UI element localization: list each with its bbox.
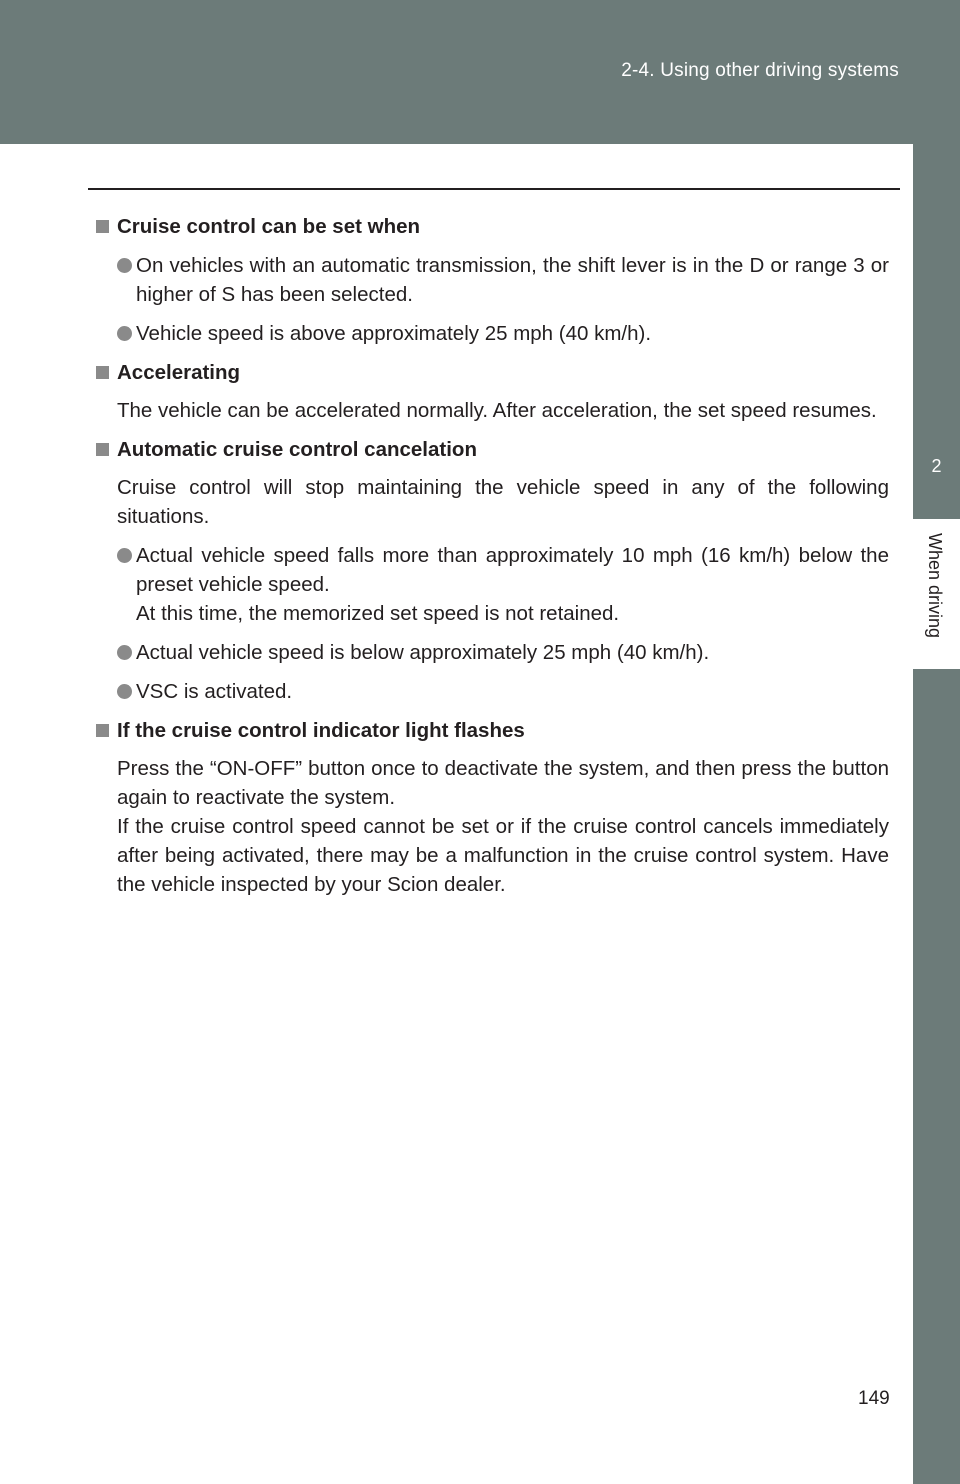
square-bullet-icon	[96, 443, 109, 456]
list-item: On vehicles with an automatic transmission, the shift lever is in the D or range 3 or higher of S has been selected.	[117, 251, 889, 309]
list-item: VSC is activated.	[117, 677, 889, 706]
chapter-label: When driving	[925, 533, 945, 639]
circle-bullet-icon	[117, 684, 132, 699]
chapter-number: 2	[931, 455, 942, 476]
section-heading: Automatic cruise control cancelation	[96, 435, 889, 464]
list-item: Actual vehicle speed is below approximately 25 mph (40 km/h).	[117, 638, 889, 667]
square-bullet-icon	[96, 366, 109, 379]
page-number: 149	[858, 1388, 890, 1409]
square-bullet-icon	[96, 724, 109, 737]
circle-bullet-icon	[117, 258, 132, 273]
chapter-tab-label	[913, 519, 960, 669]
list-item: Vehicle speed is above approximately 25 mph (40 km/h).	[117, 319, 889, 348]
section-title: 2-4. Using other driving systems	[621, 60, 899, 81]
paragraph: Press the “ON-OFF” button once to deactivate the system, and then press the button again to reactivate the system. If the cruise control speed cannot be set or if the cruise control cancels immediately after being activated, there may be a malfunction in the cruise control system. Have the vehicle inspected by your Scion dealer.	[117, 757, 889, 896]
side-bar-lower	[913, 669, 960, 1484]
section-heading: If the cruise control indicator light flashes	[96, 716, 889, 745]
section-heading: Cruise control can be set when	[96, 212, 889, 241]
list-item: Actual vehicle speed falls more than approximately 10 mph (16 km/h) below the preset vehicle speed. At this time, the memorized set speed is not retained.	[117, 541, 889, 628]
divider-line	[88, 188, 900, 190]
circle-bullet-icon	[117, 548, 132, 563]
square-bullet-icon	[96, 220, 109, 233]
bullet-note: At this time, the memorized set speed is not retained.	[136, 602, 620, 625]
page-content	[96, 212, 889, 899]
paragraph: Cruise control will stop maintaining the vehicle speed in any of the following situations.	[117, 476, 889, 528]
side-bar-upper	[913, 144, 960, 413]
section-heading: Accelerating	[96, 358, 889, 387]
paragraph: The vehicle can be accelerated normally. After acceleration, the set speed resumes.	[117, 399, 877, 422]
page-header	[0, 0, 960, 144]
circle-bullet-icon	[117, 326, 132, 341]
circle-bullet-icon	[117, 645, 132, 660]
chapter-tab-number	[913, 413, 960, 519]
